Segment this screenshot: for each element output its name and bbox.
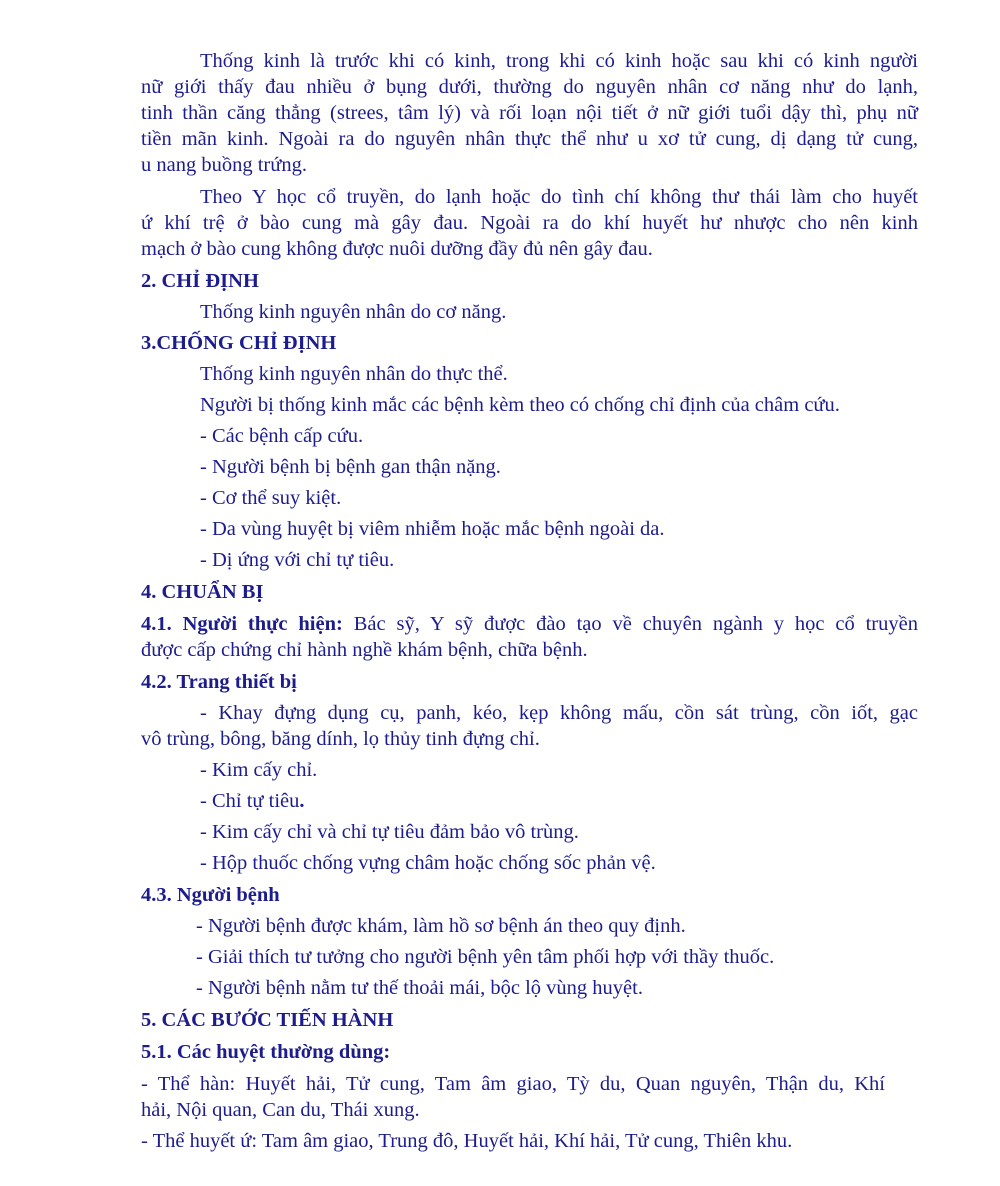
section-4-2-heading: 4.2. Trang thiết bị bbox=[141, 671, 297, 693]
intro-p2-line-3: mạch ở bào cung không được nuôi dưỡng đầy đủ nên gây đau. bbox=[141, 238, 653, 260]
contraindication-item: - Dị ứng với chỉ tự tiêu. bbox=[200, 549, 395, 571]
section-5-1-heading: 5.1. Các huyệt thường dùng: bbox=[141, 1041, 391, 1063]
contraindication-item: - Các bệnh cấp cứu. bbox=[200, 425, 364, 447]
equipment-line: - Khay đựng dụng cụ, panh, kéo, kẹp không mấu, cồn sát trùng, cồn iốt, gạc bbox=[200, 702, 918, 724]
contraindication-line: Thống kinh nguyên nhân do thực thể. bbox=[200, 363, 508, 385]
intro-p1-line-1: Thống kinh là trước khi có kinh, trong khi có kinh hoặc sau khi có kinh người bbox=[200, 50, 918, 72]
equipment-item-text: - Chỉ tự tiêu bbox=[200, 790, 300, 812]
patient-item: - Người bệnh được khám, làm hồ sơ bệnh án theo quy định. bbox=[196, 915, 686, 937]
intro-p1-line-2: nữ giới thấy đau nhiều ở bụng dưới, thường do nguyên nhân cơ năng như do lạnh, bbox=[141, 76, 918, 98]
section-2-heading: 2. CHỈ ĐỊNH bbox=[141, 270, 259, 292]
equipment-item: - Kim cấy chỉ và chỉ tự tiêu đảm bảo vô trùng. bbox=[200, 821, 579, 843]
section-4-1-line-1 bbox=[141, 611, 918, 637]
patient-item: - Người bệnh nằm tư thế thoải mái, bộc lộ vùng huyệt. bbox=[196, 977, 643, 999]
section-4-1-label: 4.1. Người thực hiện: bbox=[141, 613, 343, 635]
section-4-1-line-2: được cấp chứng chỉ hành nghề khám bệnh, chữa bệnh. bbox=[141, 639, 588, 661]
acupoint-line: - Thể huyết ứ: Tam âm giao, Trung đô, Huyết hải, Khí hải, Tử cung, Thiên khu. bbox=[141, 1130, 793, 1152]
equipment-item: - Kim cấy chỉ. bbox=[200, 759, 318, 781]
section-3-heading: 3.CHỐNG CHỈ ĐỊNH bbox=[141, 332, 337, 354]
intro-p2-line-1: Theo Y học cổ truyền, do lạnh hoặc do tình chí không thư thái làm cho huyết bbox=[200, 186, 918, 208]
acupoint-line: hải, Nội quan, Can du, Thái xung. bbox=[141, 1099, 420, 1121]
intro-p1-line-3: tinh thần căng thẳng (strees, tâm lý) và rối loạn nội tiết ở nữ giới tuổi dậy thì, phụ nữ bbox=[141, 102, 918, 124]
patient-item: - Giải thích tư tưởng cho người bệnh yên tâm phối hợp với thầy thuốc. bbox=[196, 946, 775, 968]
equipment-item: - Hộp thuốc chống vựng châm hoặc chống sốc phản vệ. bbox=[200, 852, 656, 874]
section-4-heading: 4. CHUẨN BỊ bbox=[141, 581, 264, 603]
equipment-line: vô trùng, bông, băng dính, lọ thủy tinh đựng chỉ. bbox=[141, 728, 540, 750]
intro-p1-line-5: u nang buồng trứng. bbox=[141, 154, 307, 176]
section-2-text: Thống kinh nguyên nhân do cơ năng. bbox=[200, 301, 507, 323]
equipment-item bbox=[200, 788, 305, 814]
section-5-heading: 5. CÁC BƯỚC TIẾN HÀNH bbox=[141, 1009, 394, 1031]
equipment-item-dot: . bbox=[299, 790, 305, 812]
acupoint-line: - Thể hàn: Huyết hải, Tử cung, Tam âm giao, Tỳ du, Quan nguyên, Thận du, Khí bbox=[141, 1073, 885, 1095]
section-4-1-text: Bác sỹ, Y sỹ được đào tạo về chuyên ngành y học cổ truyền bbox=[342, 613, 918, 635]
contraindication-item: - Người bệnh bị bệnh gan thận nặng. bbox=[200, 456, 501, 478]
intro-p2-line-2: ứ khí trệ ở bào cung mà gây đau. Ngoài ra do khí huyết hư nhược cho nên kinh bbox=[141, 212, 918, 234]
intro-p1-line-4: tiền mãn kinh. Ngoài ra do nguyên nhân thực thể như u xơ tử cung, dị dạng tử cung, bbox=[141, 128, 918, 150]
contraindication-item: - Da vùng huyệt bị viêm nhiễm hoặc mắc bệnh ngoài da. bbox=[200, 518, 665, 540]
contraindication-item: - Cơ thể suy kiệt. bbox=[200, 487, 342, 509]
contraindication-line: Người bị thống kinh mắc các bệnh kèm theo có chống chỉ định của châm cứu. bbox=[200, 394, 840, 416]
section-4-3-heading: 4.3. Người bệnh bbox=[141, 884, 280, 906]
